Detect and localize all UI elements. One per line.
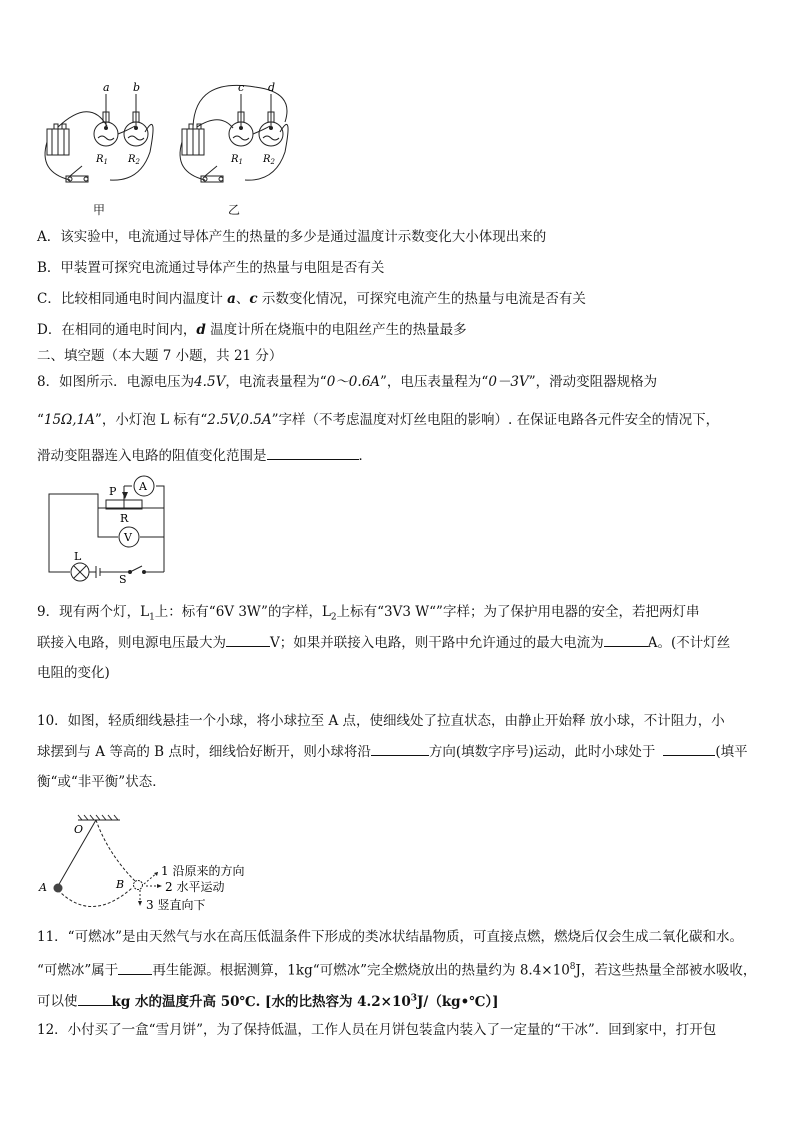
direction-1-label: 1 沿原来的方向	[161, 864, 245, 878]
thermometer-label-b: b	[133, 82, 141, 94]
joule-heating-apparatus-figure	[40, 82, 300, 217]
thermometer-label-c: c	[238, 82, 245, 94]
resistor-label-r2-yi: $R_2$	[263, 154, 275, 166]
q10-blank-direction[interactable]	[371, 743, 429, 756]
thermometer-label-a: a	[103, 82, 110, 94]
q11-line-3: 可以使 kg 水的温度升高 50℃. [水的比热容为 $4.2\times 10^3J/(kg•℃)$]	[37, 993, 499, 1010]
pivot-label-o: O	[74, 823, 84, 836]
q11-blank-energy-type[interactable]	[118, 962, 152, 975]
q8-line-3: 滑动变阻器连入电路的阻值变化范围是 ．	[37, 448, 372, 464]
q7-option-b: B．甲装置可探究电流通过导体产生的热量与电阻是否有关	[37, 260, 385, 276]
ammeter-label: A	[139, 480, 147, 493]
q9-line-3: 电阻的变化)	[37, 665, 110, 681]
q11-line-2: “可燃冰”属于 再生能源。根据测算，1kg“可燃冰”完全燃烧放出的热量约为 $8.4\times 10^8J$，若这些热量全部被水吸收，	[37, 962, 757, 979]
q12-line-1: 12．小付买了一盒“雪月饼”，为了保持低温，工作人员在月饼包装盒内装入了一定量的“干冰”．回到家中，打开包	[37, 1022, 717, 1038]
lamp-label: L	[74, 550, 82, 563]
slider-pointer-icon	[122, 492, 128, 499]
apparatus-yi	[180, 85, 288, 182]
point-label-a: A	[39, 881, 47, 894]
q10-line-3: 衡“或“非平衡”状态．	[37, 774, 166, 790]
q8-line-2: “15Ω,1A”，小灯泡 L 标有“2.5V,0.5A”字样（不考虑温度对灯丝电阻的影响）. 在保证电路各元件安全的情况下，	[37, 412, 720, 428]
q7-option-a: A．该实验中，电流通过导体产生的热量的多少是通过温度计示数变化大小体现出来的	[37, 229, 547, 245]
section-heading: 二、填空题（本大题 7 小题，共 21 分）	[37, 348, 283, 364]
q7-option-c: C．比较相同通电时间内温度计 a、c 示数变化情况，可探究电流产生的热量与电流是否有关	[37, 291, 586, 307]
voltmeter-label: V	[124, 531, 132, 544]
figure-caption-jia: 甲	[93, 203, 106, 217]
resistor-label-r1-yi: $R_1$	[231, 154, 243, 166]
q8-line-1: 8．如图所示．电源电压为4.5V，电流表量程为“0～0.6A”，电压表量程为“0－3V”，滑动变阻器规格为	[37, 374, 658, 390]
circuit-label-r: R	[120, 512, 129, 525]
q11-blank-mass[interactable]	[78, 993, 112, 1006]
ball-at-a	[54, 884, 63, 893]
resistor-label-r1-jia: $R_1$	[96, 154, 108, 166]
q11-line-1: 11．“可燃冰”是由天然气与水在高压低温条件下形成的类冰状结晶物质，可直接点燃，燃烧后仅会生成二氧化碳和水。	[37, 929, 743, 945]
ball-at-b	[134, 881, 143, 890]
q10-blank-state[interactable]	[663, 743, 715, 756]
direction-3-label: 3 竖直向下	[146, 898, 206, 912]
resistor-label-r2-jia: $R_2$	[128, 154, 140, 166]
q10-line-1: 10．如图，轻质细线悬挂一个小球，将小球拉至 A 点，使细线处了拉直状态，由静止开始释 放小球，不计阻力，小	[37, 713, 725, 729]
switch-label: S	[119, 573, 127, 584]
q9-line-2: 联接入电路，则电源电压最大为 V；如果并联接入电路，则干路中允许通过的最大电流为 A。(不计灯丝	[37, 635, 731, 651]
figure-caption-yi: 乙	[228, 203, 241, 217]
direction-2-label: 2 水平运动	[165, 880, 225, 894]
thermometer-label-d: d	[268, 82, 276, 94]
q7-option-d: D．在相同的通电时间内，d 温度计所在烧瓶中的电阻丝产生的热量最多	[37, 322, 467, 338]
q8-circuit-diagram	[44, 474, 174, 584]
apparatus-jia	[45, 94, 153, 182]
q10-line-2: 球摆到与 A 等高的 B 点时，细线恰好断开，则小球将沿 方向(填数字序号)运动，此时小球处于 (填平	[37, 744, 748, 760]
q9-blank-current[interactable]	[604, 634, 648, 647]
pendulum-figure	[36, 814, 276, 914]
q9-line-1: 9．现有两个灯，$L_1$上：标有“6V 3W”的字样，$L_2$上标有“3V3 W“”字样；为了保护用电器的安全，若把两灯串	[37, 604, 700, 623]
circuit-label-p: P	[109, 485, 117, 498]
q9-blank-voltage[interactable]	[226, 634, 270, 647]
point-label-b: B	[116, 878, 125, 891]
q8-answer-blank[interactable]	[267, 447, 359, 460]
